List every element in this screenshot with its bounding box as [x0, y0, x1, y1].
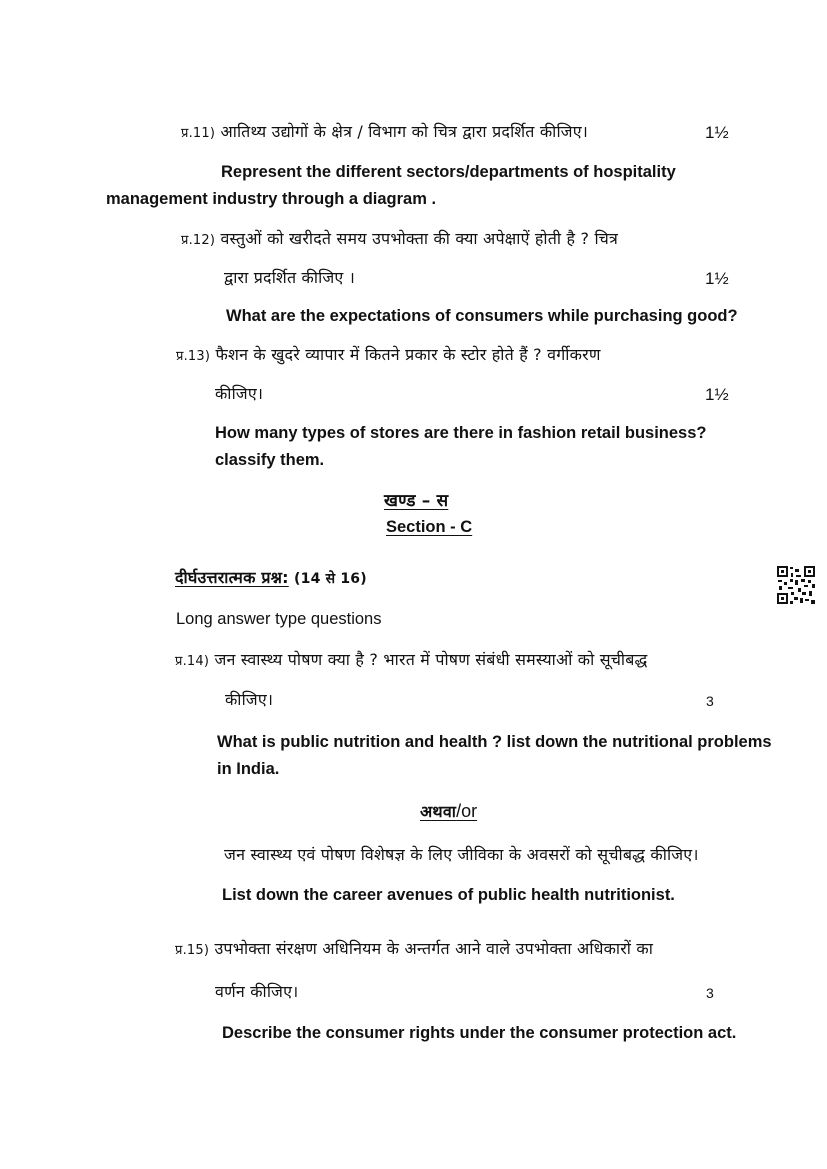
q12-hindi-line2: द्वारा प्रदर्शित कीजिए । — [224, 268, 355, 287]
q14-hindi-text: जन स्वास्थ्य पोषण क्या है ? भारत में पोषण संबंधी समस्याओं को सूचीबद्ध — [214, 650, 648, 669]
q11-english-line1: Represent the different sectors/departments of hospitality — [221, 163, 676, 181]
q15-hindi-line1 — [175, 941, 653, 957]
q13-number: प्र.13) — [176, 349, 211, 364]
q13-english-line1: How many types of stores are there in fashion retail business? — [215, 424, 707, 442]
q14-hindi-line2: कीजिए। — [225, 690, 274, 709]
q14-hindi-line1 — [175, 652, 648, 668]
q15-number: प्र.15) — [175, 943, 210, 958]
q11-number: प्र.11) — [181, 126, 216, 141]
long-answer-hindi — [175, 570, 367, 586]
q11-marks: 1½ — [705, 123, 729, 142]
q13-english-line2: classify them. — [215, 451, 325, 469]
q13-hindi-text: फैशन के खुदरे व्यापार में कितने प्रकार के स्टोर होते हैं ? वर्गीकरण — [215, 345, 601, 364]
q15-hindi-text: उपभोक्ता संरक्षण अधिनियम के अन्तर्गत आने वाले उपभोक्ता अधिकारों का — [214, 939, 654, 958]
q12-hindi-text: वस्तुओं को खरीदते समय उपभोक्ता की क्या अपेक्षाऐं होती है ? चित्र — [220, 229, 618, 248]
q11-hindi — [181, 124, 588, 140]
q15-hindi-line2: वर्णन कीजिए। — [215, 982, 299, 1001]
q13-hindi-line2: कीजिए। — [215, 384, 264, 403]
q14-english-line2: in India. — [217, 760, 280, 778]
long-answer-range: (14 से 16) — [294, 571, 367, 587]
section-hindi-title: खण्ड – स — [384, 491, 449, 511]
q12-hindi-line1 — [181, 231, 618, 247]
q14-marks: 3 — [706, 693, 714, 709]
q11-hindi-text: आतिथ्य उद्योगों के क्षेत्र / विभाग को चित्र द्वारा प्रदर्शित कीजिए। — [220, 122, 589, 141]
q13-hindi-line1 — [176, 347, 601, 363]
q15-english: Describe the consumer rights under the consumer protection act. — [222, 1024, 737, 1042]
long-answer-english: Long answer type questions — [176, 610, 382, 628]
qr-code-icon — [776, 565, 816, 605]
or-english: /or — [456, 801, 478, 821]
or-separator — [420, 802, 477, 820]
q13-marks: 1½ — [705, 385, 729, 404]
q15-marks: 3 — [706, 985, 714, 1001]
q11-english-line2: management industry through a diagram . — [106, 190, 437, 208]
long-answer-label: दीर्घउत्तरात्मक प्रश्न: — [175, 568, 289, 587]
or-hindi: अथवा — [420, 802, 457, 821]
q12-marks: 1½ — [705, 269, 729, 288]
q14-alt-hindi: जन स्वास्थ्य एवं पोषण विशेषज्ञ के लिए जीविका के अवसरों को सूचीबद्ध कीजिए। — [224, 845, 699, 864]
q14-english-line1: What is public nutrition and health ? list down the nutritional problems — [217, 733, 772, 751]
section-english-title: Section - C — [386, 518, 473, 536]
q12-english: What are the expectations of consumers while purchasing good? — [226, 307, 738, 325]
q12-number: प्र.12) — [181, 233, 216, 248]
q14-number: प्र.14) — [175, 654, 210, 669]
q14-alt-english: List down the career avenues of public health nutritionist. — [222, 886, 675, 904]
